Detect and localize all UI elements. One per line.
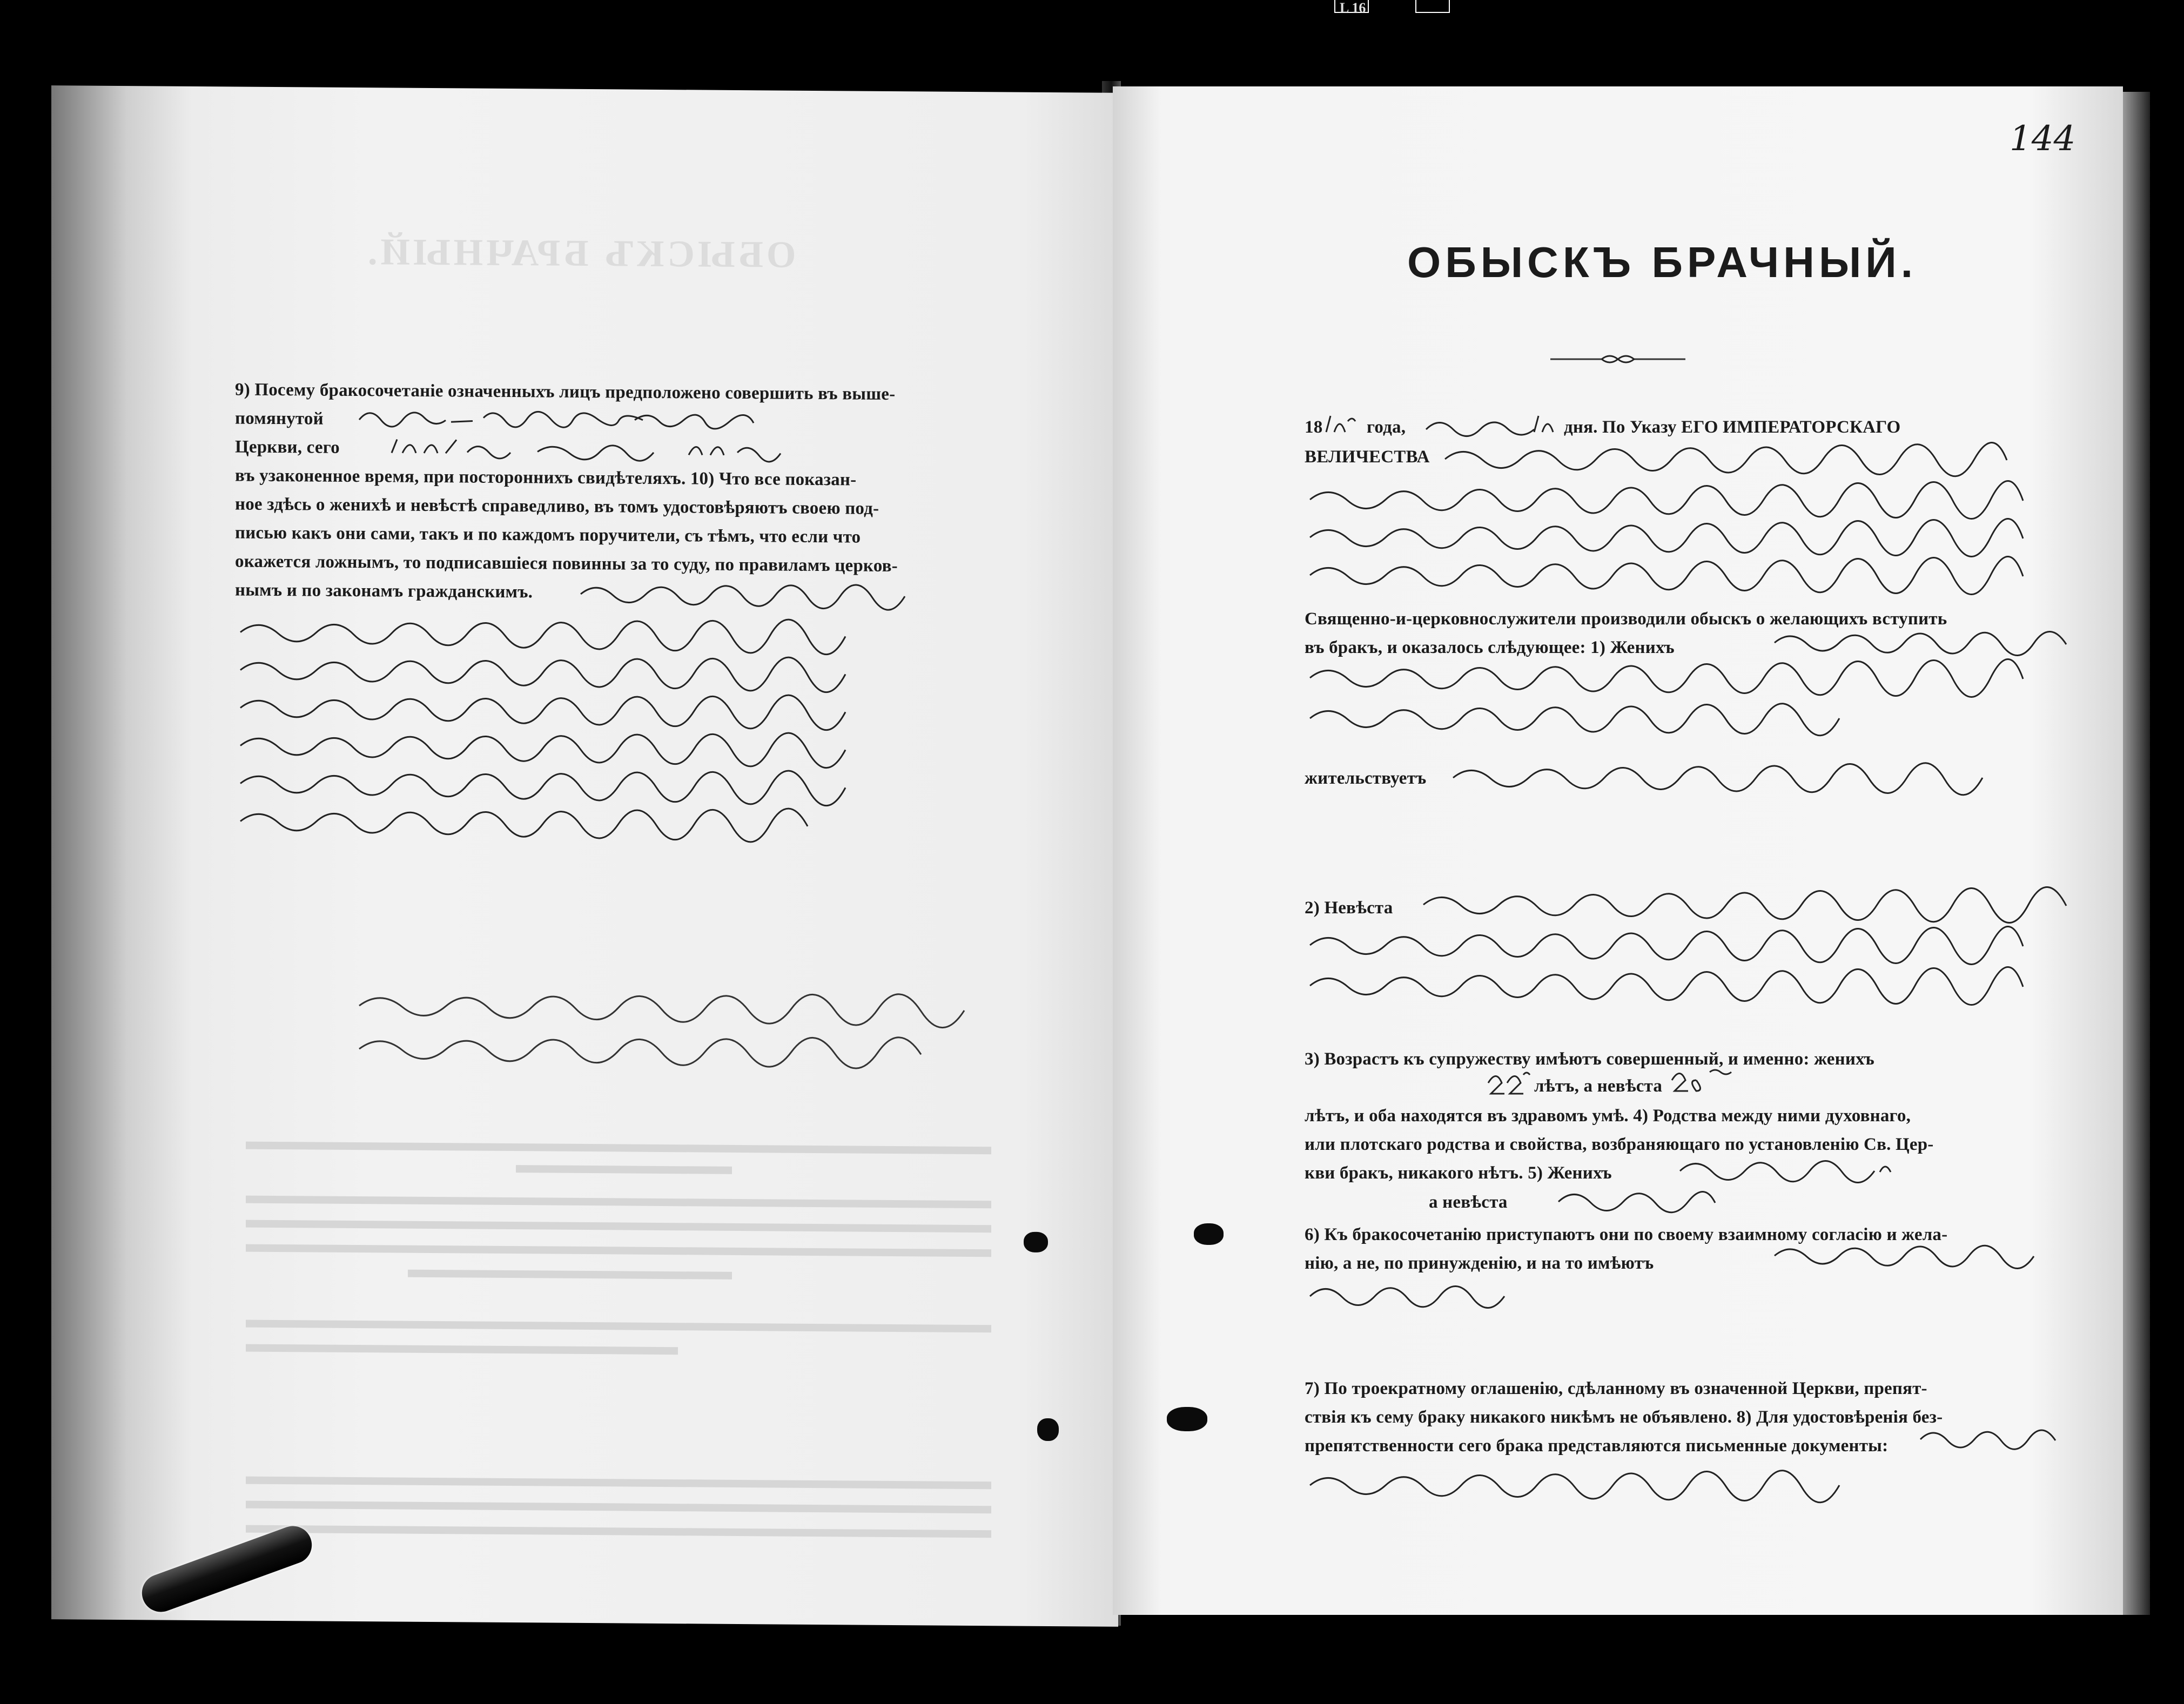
handwritten-diocese: [1305, 437, 2072, 591]
title-ornament: [1550, 351, 1685, 370]
consent-line-1: 6) Къ бракосочетанію приступаютъ они по своему взаимному согласію и жела-: [1305, 1225, 1948, 1244]
age-line-3: или плотскаго родства и свойства, возбраняющаго по установленію Св. Цер-: [1305, 1135, 1934, 1154]
resides-label: жительствуетъ: [1305, 769, 1427, 788]
scanner-tab-right: [1415, 0, 1450, 13]
clergy-line-2: въ бракъ, и оказалось слѣдующее: 1) Женихъ: [1305, 638, 1675, 657]
handwritten-residence: [1448, 759, 2042, 789]
handwritten-consent: [1305, 1240, 2072, 1312]
age-let-label: лѣтъ, а невѣста: [1534, 1076, 1663, 1096]
page-number: 144: [2010, 119, 2076, 159]
handwritten-guarantors-block: [235, 573, 1034, 861]
banns-line-2: ствія къ сему браку никакого никѣмъ не объявлено. 8) Для удостовѣренія без-: [1305, 1407, 1943, 1427]
paragraph-9-line-5: ное здѣсь о женихѣ и невѣстѣ справедливо, въ томъ удостовѣряютъ своею под-: [235, 494, 879, 518]
bleed-through-lines: [246, 1135, 991, 1553]
consent-line-2: нію, а не, по принужденію, и на то имѣютъ: [1305, 1254, 1654, 1273]
handwritten-documents: [1305, 1423, 2072, 1507]
intro-year-suffix: года,: [1367, 417, 1406, 437]
page-stack-edge: [2123, 92, 2150, 1615]
left-page: [51, 85, 1118, 1627]
paragraph-9-line-2: помянутой: [235, 408, 324, 429]
paragraph-9-line-4: въ узаконенное время, при постороннихъ свидѣтеляхъ. 10) Что все показан-: [235, 466, 857, 490]
page-title: ОБЫСКЪ БРАЧНЫЙ.: [1407, 238, 1917, 286]
bride-label: 2) Невѣста: [1305, 898, 1393, 918]
age-line-5: а невѣста: [1429, 1193, 1508, 1212]
right-page: [1113, 86, 2123, 1615]
paragraph-9-line-3: Церкви, сего: [235, 437, 340, 457]
age-line-2: лѣтъ, и оба находятся въ здравомъ умѣ. 4) Родства между ними духовнаго,: [1305, 1106, 1911, 1126]
handwritten-signature-note: [354, 984, 1034, 1078]
paragraph-9-line-8: нымъ и по законамъ гражданскимъ.: [235, 580, 533, 602]
handwritten-bride-age: [1669, 1064, 1734, 1096]
handwritten-year: [1323, 410, 1367, 440]
handwritten-groom-age: [1486, 1067, 1534, 1099]
banns-line-1: 7) По троекратному оглашенію, сдѣланному въ означенной Церкви, препят-: [1305, 1379, 1927, 1398]
age-line-4: кви бракъ, никакого нѣтъ. 5) Женихъ: [1305, 1163, 1612, 1183]
banns-line-3: препятственности сего брака представляются письменные документы:: [1305, 1436, 1889, 1456]
paragraph-9-line-6: писью какъ они сами, такъ и по каждомъ поручители, съ тѣмъ, что если что: [235, 523, 861, 547]
intro-decree: дня. По Указу ЕГО ИМПЕРАТОРСКАГО: [1564, 417, 1901, 437]
paragraph-9-line-1: 9) Посему бракосочетаніе означенныхъ лицъ предположено совершить въ выше-: [235, 380, 896, 405]
bleed-through-title: ОБЫСКЪ БРАЧНЫЙ.: [365, 231, 796, 276]
intro-year-prefix: 18: [1305, 417, 1323, 437]
ink-blot: [1037, 1418, 1059, 1441]
handwritten-bride-status: [1553, 1183, 1726, 1215]
intro-majesty: ВЕЛИЧЕСТВА: [1305, 447, 1430, 467]
handwritten-groom-status: [1675, 1150, 1901, 1186]
clergy-line-1: Священно-и-церковнослужители производили обыскъ о желающихъ вступить: [1305, 609, 1947, 629]
ink-blot: [1024, 1232, 1048, 1252]
ink-blot: [1194, 1223, 1224, 1245]
top-mark: L 16: [1340, 0, 1366, 16]
handwritten-groom: [1305, 627, 2072, 732]
handwritten-bride: [1305, 886, 2072, 1002]
ink-blot: [1167, 1407, 1207, 1431]
paragraph-9-line-7: окажется ложнымъ, то подписавшіеся повинны за то суду, по правиламъ церков-: [235, 551, 898, 576]
handwritten-day: [1423, 410, 1558, 440]
age-line-1: 3) Возрастъ къ супружеству имѣютъ совершенный, и именно: женихъ: [1305, 1049, 1874, 1069]
